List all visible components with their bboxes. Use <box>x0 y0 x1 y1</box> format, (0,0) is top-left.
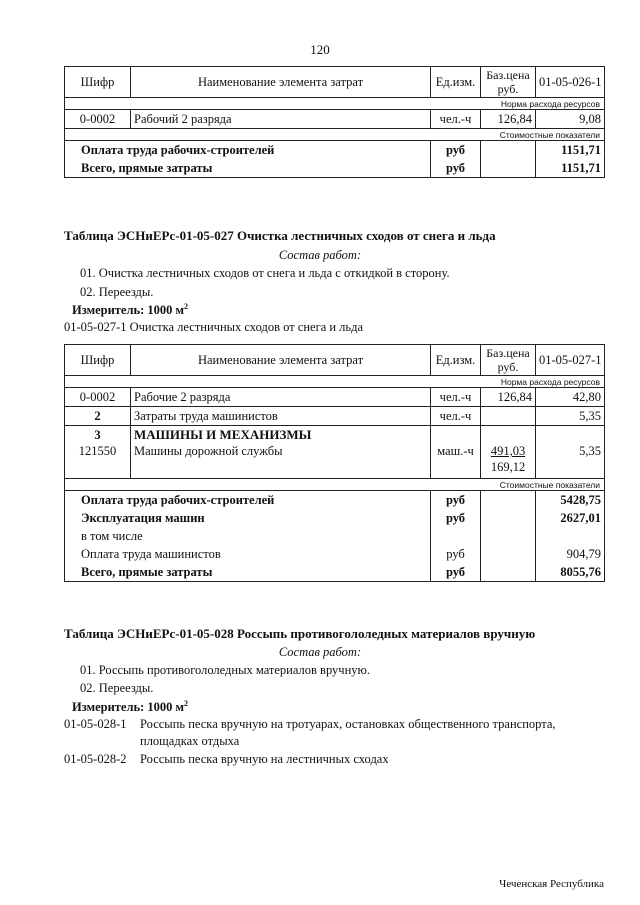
machine-name: Машины дорожной службы <box>134 444 283 458</box>
work-item: 02. Переезды. <box>80 681 154 695</box>
row-unit: чел.-ч <box>431 407 481 426</box>
total-name: в том числе <box>65 527 431 545</box>
norm-label: Норма расхода ресурсов <box>65 98 605 110</box>
row-unit: чел.-ч <box>431 388 481 407</box>
group-name: МАШИНЫ И МЕХАНИЗМЫ <box>134 427 312 442</box>
total-unit: руб <box>431 491 481 510</box>
total-value: 5428,75 <box>536 491 605 510</box>
total-value: 8055,76 <box>536 563 605 582</box>
composition-label: Состав работ: <box>278 645 362 659</box>
work-item: 01. Россыпь противогололедных материалов вручную. <box>80 663 370 677</box>
resource-table-1 <box>64 66 605 178</box>
total-unit <box>431 527 481 545</box>
header-name: Наименование элемента затрат <box>131 67 431 98</box>
total-row <box>65 491 605 510</box>
norm-description-cont: площадках отдыха <box>140 734 240 748</box>
machine-price-2: 169,12 <box>490 460 526 474</box>
norm-label-row <box>65 376 605 388</box>
row-name: Затраты труда машинистов <box>131 407 431 426</box>
total-row <box>65 527 605 545</box>
row-code: 0-0002 <box>65 388 131 407</box>
header-code: Шифр <box>65 345 131 376</box>
total-name: Оплата труда рабочих-строителей <box>65 141 431 160</box>
header-code: Шифр <box>65 67 131 98</box>
total-row <box>65 141 605 160</box>
header-unit: Ед.изм. <box>431 345 481 376</box>
work-item: 01. Очистка лестничных сходов от снега и льда с откидкой в сторону. <box>80 266 450 280</box>
total-unit: руб <box>431 563 481 582</box>
row-code: 0-0002 <box>65 110 131 129</box>
total-row <box>65 563 605 582</box>
machine-unit-cell <box>431 426 481 479</box>
row-price: 126,84 <box>481 388 536 407</box>
total-unit: руб <box>431 545 481 563</box>
composition-label: Состав работ: <box>278 248 362 262</box>
total-row <box>65 509 605 527</box>
machine-unit: маш.-ч <box>437 444 474 458</box>
header-name: Наименование элемента затрат <box>131 345 431 376</box>
header-price: Баз.цена руб. <box>481 67 536 98</box>
section-title-028: Таблица ЭСНиЕРс-01-05-028 Россыпь противогололедных материалов вручную <box>64 626 536 641</box>
machine-price-1: 491,03 <box>490 444 526 458</box>
table-row <box>65 407 605 426</box>
footer-region: Чеченская Республика <box>499 878 604 890</box>
group-row <box>65 426 605 479</box>
machine-price-cell <box>481 426 536 479</box>
norm-code: 01-05-028-1 <box>64 717 127 731</box>
machine-name-cell <box>131 426 431 479</box>
total-value: 1151,71 <box>536 141 605 160</box>
norm-description: Россыпь песка вручную на лестничных сходах <box>140 752 389 766</box>
total-name: Оплата труда машинистов <box>65 545 431 563</box>
cost-label-row <box>65 129 605 141</box>
norm-code: 01-05-028-2 <box>64 752 127 766</box>
row-name: Рабочие 2 разряда <box>131 388 431 407</box>
machine-value: 5,35 <box>579 444 601 458</box>
section-title-027: Таблица ЭСНиЕРс-01-05-027 Очистка лестничных сходов от снега и льда <box>64 228 496 243</box>
table-header <box>65 67 605 98</box>
cost-label-row <box>65 479 605 491</box>
header-price: Баз.цена руб. <box>481 345 536 376</box>
row-value: 42,80 <box>536 388 605 407</box>
total-name: Всего, прямые затраты <box>65 159 431 178</box>
header-unit: Ед.изм. <box>431 67 481 98</box>
cost-label: Стоимостные показатели <box>65 479 605 491</box>
total-value: 1151,71 <box>536 159 605 178</box>
row-value: 9,08 <box>536 110 605 129</box>
table-row <box>65 110 605 129</box>
total-name: Всего, прямые затраты <box>65 563 431 582</box>
total-value: 2627,01 <box>536 509 605 527</box>
total-name: Оплата труда рабочих-строителей <box>65 491 431 510</box>
meter-label: Измеритель: 1000 $м^2$ <box>72 699 189 715</box>
table-header <box>65 345 605 376</box>
row-code: 2 <box>65 407 131 426</box>
total-value <box>536 527 605 545</box>
table-row <box>65 388 605 407</box>
group-code: 3 <box>94 428 101 442</box>
norm-description: Россыпь песка вручную на тротуарах, остановках общественного транспорта, <box>140 717 556 731</box>
total-value: 904,79 <box>536 545 605 563</box>
page-number: 120 <box>310 42 330 57</box>
row-price: 126,84 <box>481 110 536 129</box>
row-name: Рабочий 2 разряда <box>131 110 431 129</box>
machine-code-cell <box>65 426 131 479</box>
total-name: Эксплуатация машин <box>65 509 431 527</box>
total-unit: руб <box>431 141 481 160</box>
header-norm-code: 01-05-027-1 <box>536 345 605 376</box>
cost-label: Стоимостные показатели <box>65 129 605 141</box>
total-row <box>65 159 605 178</box>
norm-label-row <box>65 98 605 110</box>
work-item: 02. Переезды. <box>80 285 154 299</box>
norm-label: Норма расхода ресурсов <box>65 376 605 388</box>
total-unit: руб <box>431 509 481 527</box>
row-price <box>481 407 536 426</box>
row-value: 5,35 <box>536 407 605 426</box>
total-unit: руб <box>431 159 481 178</box>
resource-table-2 <box>64 344 605 582</box>
norm-line: 01-05-027-1 Очистка лестничных сходов от снега и льда <box>64 320 364 334</box>
total-row <box>65 545 605 563</box>
header-norm-code: 01-05-026-1 <box>536 67 605 98</box>
machine-value-cell <box>536 426 605 479</box>
row-unit: чел.-ч <box>431 110 481 129</box>
meter-label: Измеритель: 1000 $м^2$ <box>72 302 189 318</box>
machine-code: 121550 <box>78 444 117 458</box>
